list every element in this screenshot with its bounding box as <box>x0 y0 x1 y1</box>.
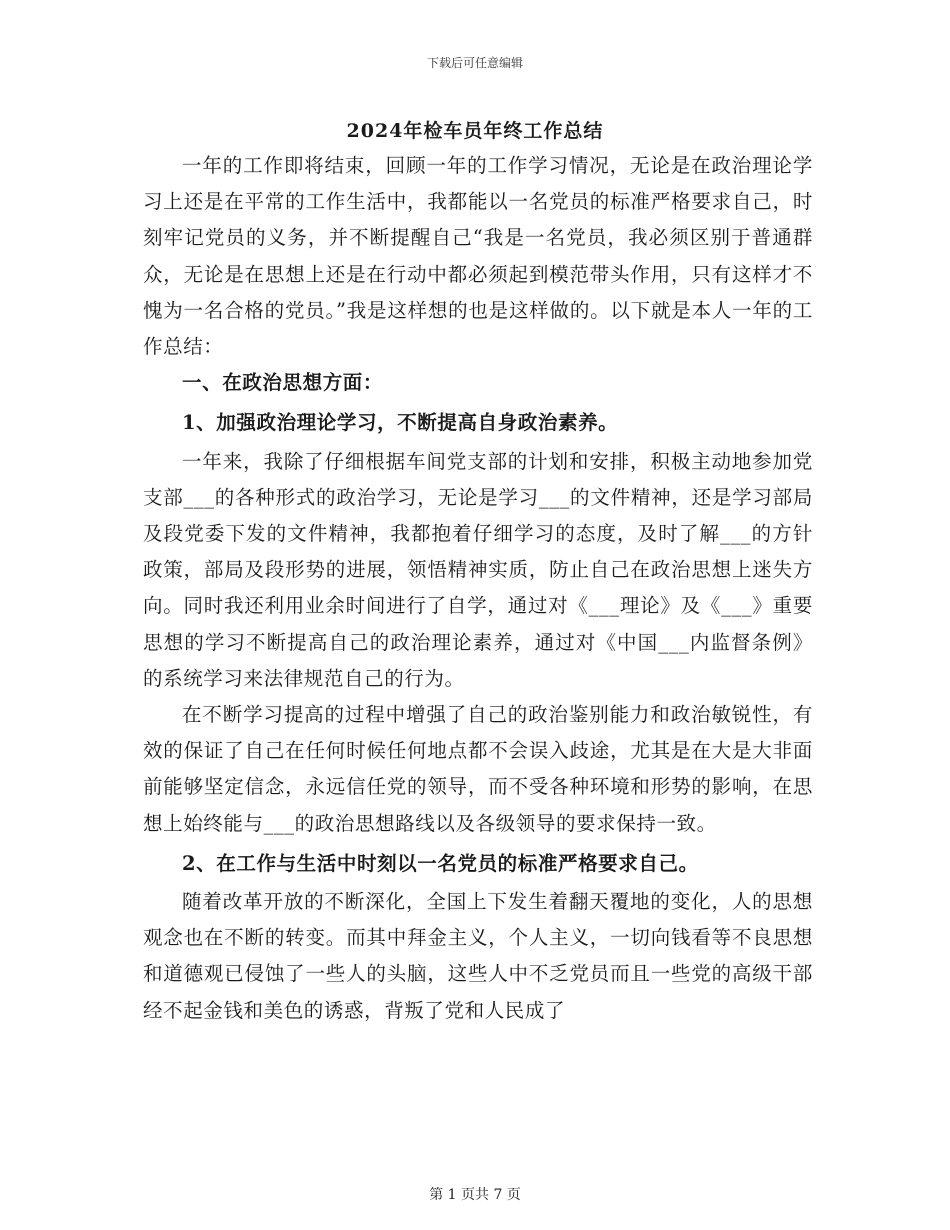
party-member-standard-paragraph-1: 随着改革开放的不断深化，全国上下发生着翻天覆地的变化，人的思想观念也在不断的转变。而其中拜金主义，个人主义，一切向钱看等不良思想和道德观已侵蚀了一些人的头脑，这些人中不乏党员而且一些党的高级干部经不起金钱和美色的诱惑，背叛了党和人民成了 <box>143 890 813 1022</box>
section-heading-political-thought: 一、在政治思想方面： <box>182 371 384 395</box>
theory-study-paragraph-1: 一年来，我除了仔细根据车间党支部的计划和安排，积极主动地参加党支部___的各种形式的政治学习，无论是学习___的文件精神，还是学习部局及段党委下发的文件精神，我都抱着仔细学习的态度，及时了解___的方针政策，部局及段形势的进展，领悟精神实质，防止自己在政治思想上迷失方向。同时我还利用业余时间进行了自学，通过对《___理论》及《___》重要思想的学习不断提高自己的政治理论素养，通过对《中国___内监督条例》的系统学习来法律规范自己的行为。 <box>143 449 813 690</box>
header-note: 下载后可任意编辑 <box>426 56 523 70</box>
document-title: 2024年检车员年终工作总结 <box>346 120 604 142</box>
subsection-heading-party-member-standard: 2、在工作与生活中时刻以一名党员的标准严格要求自己。 <box>182 851 699 875</box>
theory-study-paragraph-2: 在不断学习提高的过程中增强了自己的政治鉴别能力和政治敏锐性，有效的保证了自己在任何时候任何地点都不会误入歧途，尤其是在大是大非面前能够坚定信念，永远信任党的领导，而不受各种环境和形势的影响，在思想上始终能与___的政治思想路线以及各级领导的要求保持一致。 <box>143 703 813 835</box>
intro-paragraph: 一年的工作即将结束，回顾一年的工作学习情况，无论是在政治理论学习上还是在平常的工作生活中，我都能以一名党员的标准严格要求自己，时刻牢记党员的义务，并不断提醒自己“我是一名党员，我必须区别于普通群众，无论是在思想上还是在行动中都必须起到模范带头作用，只有这样才不愧为一名合格的党员。”我是这样想的也是这样做的。以下就是本人一年的工作总结： <box>143 154 813 359</box>
document-body <box>143 148 813 1029</box>
subsection-heading-theory-study: 1、加强政治理论学习，不断提高自身政治素养。 <box>182 411 619 435</box>
page-footer: 第 1 页共 7 页 <box>429 1187 521 1203</box>
